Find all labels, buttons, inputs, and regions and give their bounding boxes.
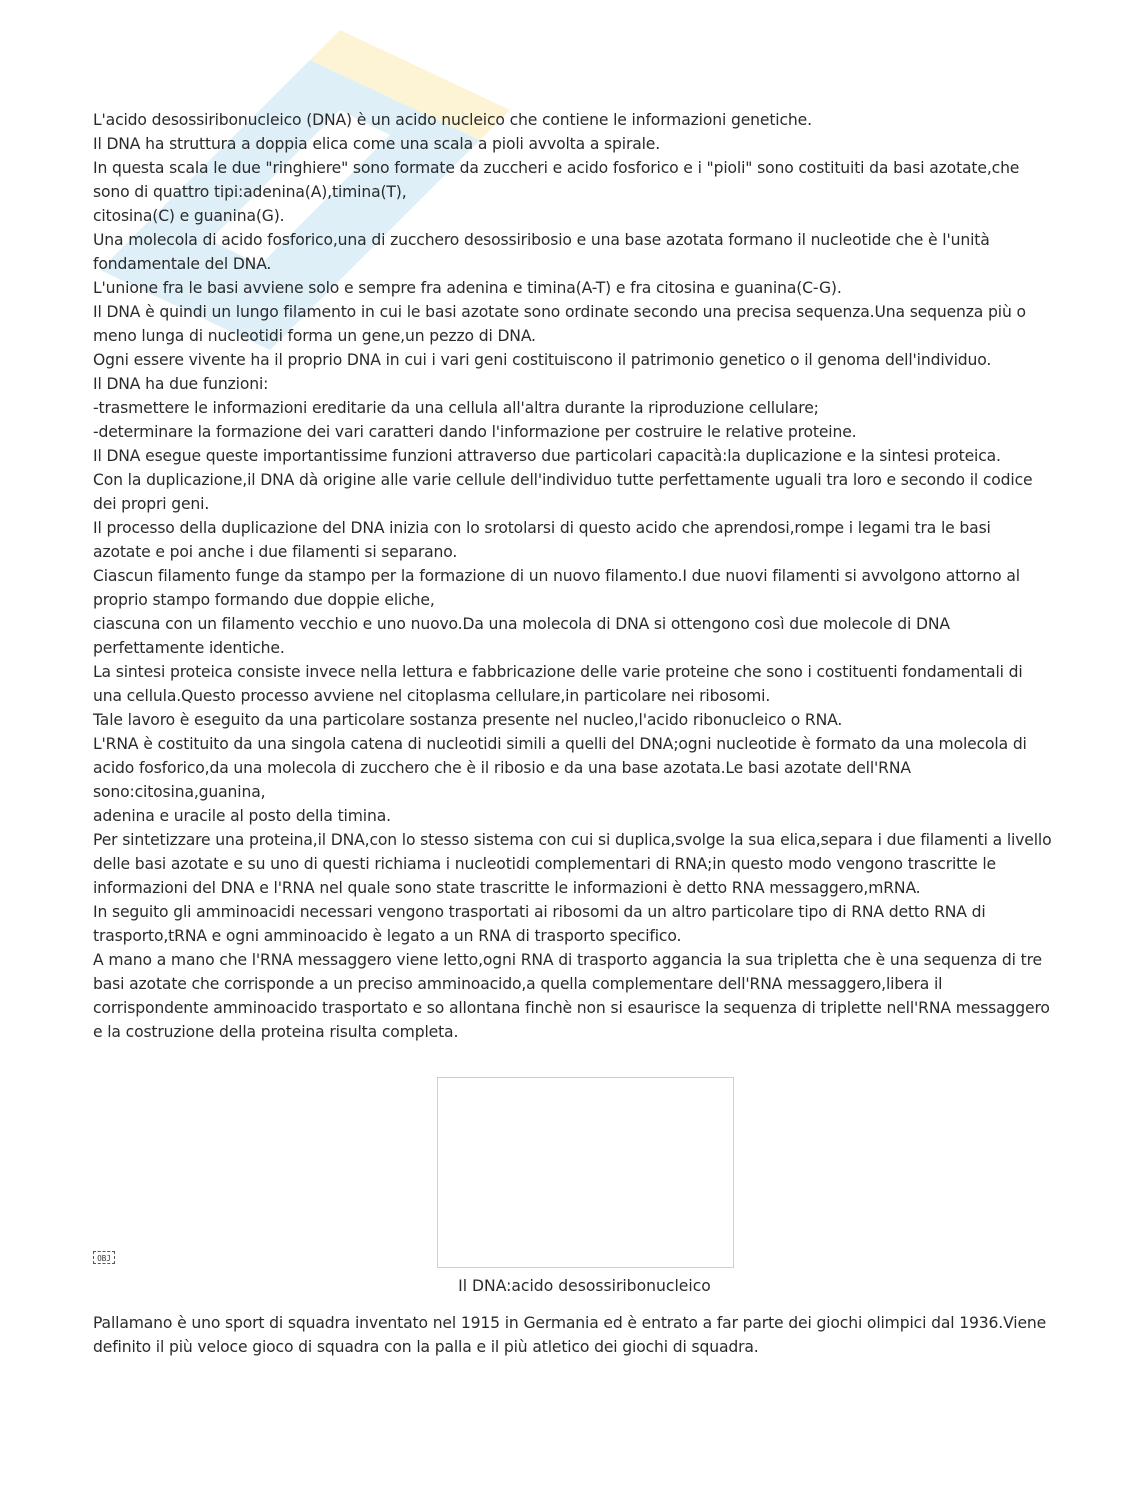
body-line: La sintesi proteica consiste invece nella lettura e fabbricazione delle varie proteine che sono i costituenti fondamentali di una cellula.Questo processo avviene nel citoplasma cellulare,in particolare nei ribosomi. (93, 663, 1023, 705)
body-line: Per sintetizzare una proteina,il DNA,con lo stesso sistema con cui si duplica,svolge la sua elica,separa i due filamenti a livello delle basi azotate e su uno di questi richiama i nucleotidi complementari di RNA;in questo modo vengono trascritte le informazioni del DNA e l'RNA nel quale sono state trascritte le informazioni è detto RNA messaggero,mRNA. (93, 831, 1052, 897)
body-line: citosina(C) e guanina(G). (93, 207, 285, 225)
body-line: adenina e uracile al posto della timina. (93, 807, 391, 825)
closing-paragraph (93, 1311, 1053, 1359)
body-line: Una molecola di acido fosforico,una di zucchero desossiribosio e una base azotata formano il nucleotide che è l'unità fondamentale del DNA. (93, 231, 990, 273)
body-line: In seguito gli amminoacidi necessari vengono trasportati ai ribosomi da un altro particolare tipo di RNA detto RNA di trasporto,tRNA e ogni amminoacido è legato a un RNA di trasporto specifico. (93, 903, 986, 945)
body-line: L'unione fra le basi avviene solo e sempre fra adenina e timina(A-T) e fra citosina e guanina(C-G). (93, 279, 842, 297)
body-line: A mano a mano che l'RNA messaggero viene letto,ogni RNA di trasporto aggancia la sua tripletta che è una sequenza di tre basi azotate che corrisponde a un preciso amminoacido,a quella complementare dell'RNA messaggero,libera il corrispondente amminoacido trasportato e so allontana finchè non si esaurisce la sequenza di triplette nell'RNA messaggero e la costruzione della proteina risulta completa. (93, 951, 1050, 1041)
body-line: Tale lavoro è eseguito da una particolare sostanza presente nel nucleo,l'acido ribonucleico o RNA. (93, 711, 843, 729)
document-body (93, 108, 1053, 1044)
body-line: Ciascun filamento funge da stampo per la formazione di un nuovo filamento.I due nuovi filamenti si avvolgono attorno al proprio stampo formando due doppie eliche, (93, 567, 1020, 609)
body-line: -trasmettere le informazioni ereditarie da una cellula all'altra durante la riproduzione cellulare; (93, 399, 819, 417)
figure-caption: Il DNA:acido desossiribonucleico (458, 1277, 711, 1295)
body-line: Il DNA ha struttura a doppia elica come una scala a pioli avvolta a spirale. (93, 135, 661, 153)
figure-image-frame (437, 1077, 734, 1268)
body-line: Ogni essere vivente ha il proprio DNA in cui i vari geni costituiscono il patrimonio genetico o il genoma dell'individuo. (93, 351, 992, 369)
body-line: L'acido desossiribonucleico (DNA) è un acido nucleico che contiene le informazioni genetiche. (93, 111, 812, 129)
body-line: Il DNA ha due funzioni: (93, 375, 269, 393)
body-line: Il DNA è quindi un lungo filamento in cui le basi azotate sono ordinate secondo una precisa sequenza.Una sequenza più o meno lunga di nucleotidi forma un gene,un pezzo di DNA. (93, 303, 1026, 345)
body-line: L'RNA è costituito da una singola catena di nucleotidi simili a quelli del DNA;ogni nucleotide è formato da una molecola di acido fosforico,da una molecola di zucchero che è il ribosio e da una base azotata.Le basi azotate dell'RNA sono:citosina,guanina, (93, 735, 1027, 801)
body-line: Il processo della duplicazione del DNA inizia con lo srotolarsi di questo acido che aprendosi,rompe i legami tra le basi azotate e poi anche i due filamenti si separano. (93, 519, 991, 561)
body-line: Il DNA esegue queste importantissime funzioni attraverso due particolari capacità:la duplicazione e la sintesi proteica. (93, 447, 1001, 465)
footer-line: Pallamano è uno sport di squadra inventato nel 1915 in Germania ed è entrato a far parte dei giochi olimpici dal 1936.Viene definito il più veloce gioco di squadra con la palla e il più atletico dei giochi di squadra. (93, 1314, 1047, 1356)
embedded-object-icon: OBJ (93, 1251, 115, 1264)
body-line: Con la duplicazione,il DNA dà origine alle varie cellule dell'individuo tutte perfettamente uguali tra loro e secondo il codice dei propri geni. (93, 471, 1033, 513)
body-line: -determinare la formazione dei vari caratteri dando l'informazione per costruire le relative proteine. (93, 423, 857, 441)
body-line: ciascuna con un filamento vecchio e uno nuovo.Da una molecola di DNA si ottengono così due molecole di DNA perfettamente identiche. (93, 615, 950, 657)
body-line: In questa scala le due "ringhiere" sono formate da zuccheri e acido fosforico e i "pioli" sono costituiti da basi azotate,che sono di quattro tipi:adenina(A),timina(T), (93, 159, 1020, 201)
